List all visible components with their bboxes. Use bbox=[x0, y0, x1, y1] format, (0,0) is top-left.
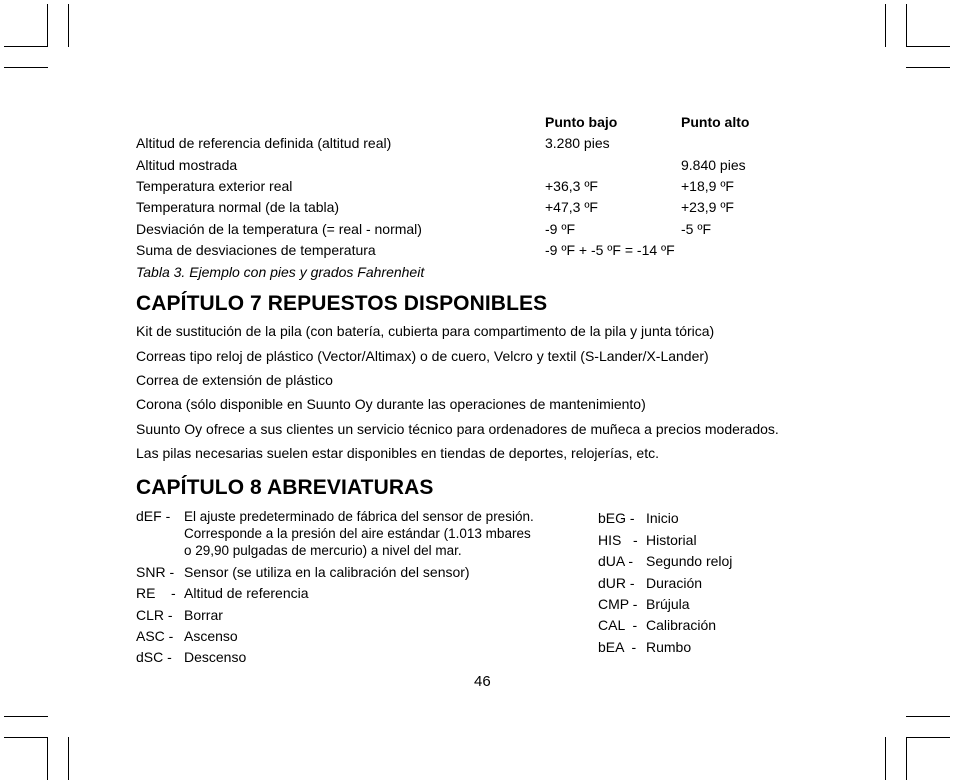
row-label: Desviación de la temperatura (= real - normal) bbox=[136, 221, 422, 237]
abbreviation-key: CAL - bbox=[598, 617, 638, 633]
row-high-value: +23,9 ºF bbox=[681, 199, 734, 215]
abbreviation-key: dEF - bbox=[136, 508, 171, 524]
abbreviation-key: dSC - bbox=[136, 649, 172, 665]
crop-mark bbox=[906, 4, 907, 47]
row-low-value: 3.280 pies bbox=[545, 135, 610, 151]
abbreviation-key: dUR - bbox=[598, 575, 635, 591]
crop-mark bbox=[885, 4, 886, 47]
abbreviation-key: CLR - bbox=[136, 607, 173, 623]
paragraph: Kit de sustitución de la pila (con batería, cubierta para compartimento de la pila y junta tórica) bbox=[136, 323, 715, 339]
abbreviation-desc: Sensor (se utiliza en la calibración del sensor) bbox=[184, 564, 470, 580]
crop-mark bbox=[47, 4, 48, 47]
abbreviation-desc: Inicio bbox=[646, 510, 679, 526]
crop-mark bbox=[68, 737, 69, 780]
abbreviation-desc: Duración bbox=[646, 575, 703, 591]
row-low-value: +36,3 ºF bbox=[545, 178, 598, 194]
row-low-value: -9 ºF + -5 ºF = -14 ºF bbox=[545, 242, 675, 258]
crop-mark bbox=[906, 716, 950, 717]
crop-mark bbox=[4, 67, 48, 68]
row-low-value: -9 ºF bbox=[545, 221, 576, 237]
abbreviation-key: HIS - bbox=[598, 532, 638, 548]
crop-mark bbox=[906, 67, 950, 68]
row-high-value: -5 ºF bbox=[681, 221, 712, 237]
abbreviation-key: dUA - bbox=[598, 553, 634, 569]
paragraph: Las pilas necesarias suelen estar disponibles en tiendas de deportes, relojerías, etc. bbox=[136, 445, 659, 461]
crop-mark bbox=[4, 716, 48, 717]
abbreviation-desc: Ascenso bbox=[184, 628, 238, 644]
abbreviation-desc: Brújula bbox=[646, 596, 690, 612]
abbreviation-desc: Borrar bbox=[184, 607, 223, 623]
paragraph: Correa de extensión de plástico bbox=[136, 372, 333, 388]
abbreviation-desc: Corresponde a la presión del aire estándar (1.013 mbares bbox=[184, 526, 531, 541]
abbreviation-desc: Descenso bbox=[184, 649, 247, 665]
crop-mark bbox=[906, 46, 950, 47]
table-caption: Tabla 3. Ejemplo con pies y grados Fahrenheit bbox=[136, 264, 425, 280]
paragraph: Corona (sólo disponible en Suunto Oy durante las operaciones de mantenimiento) bbox=[136, 396, 646, 412]
abbreviation-desc: El ajuste predeterminado de fábrica del sensor de presión. bbox=[184, 509, 534, 524]
abbreviation-key: ASC - bbox=[136, 628, 174, 644]
abbreviation-desc: Historial bbox=[646, 532, 697, 548]
abbreviation-key: bEG - bbox=[598, 510, 635, 526]
row-label: Altitud mostrada bbox=[136, 157, 238, 173]
chapter-7-title: CAPÍTULO 7 REPUESTOS DISPONIBLES bbox=[136, 292, 548, 315]
paragraph: Correas tipo reloj de plástico (Vector/Altimax) o de cuero, Velcro y textil (S-Lander/X-Lander) bbox=[136, 348, 709, 364]
abbreviation-key: RE - bbox=[136, 585, 176, 601]
abbreviation-desc: o 29,90 pulgadas de mercurio) a nivel del mar. bbox=[184, 543, 462, 558]
column-header-high: Punto alto bbox=[681, 114, 750, 130]
row-high-value: 9.840 pies bbox=[681, 157, 746, 173]
abbreviation-desc: Segundo reloj bbox=[646, 553, 733, 569]
abbreviation-desc: Calibración bbox=[646, 617, 717, 633]
row-high-value: +18,9 ºF bbox=[681, 178, 734, 194]
abbreviation-key: SNR - bbox=[136, 564, 175, 580]
abbreviation-key: CMP - bbox=[598, 596, 638, 612]
crop-mark bbox=[885, 737, 886, 780]
crop-mark bbox=[4, 737, 48, 738]
abbreviation-desc: Altitud de referencia bbox=[184, 585, 309, 601]
crop-mark bbox=[906, 737, 907, 780]
row-label: Temperatura exterior real bbox=[136, 178, 293, 194]
row-label: Altitud de referencia definida (altitud real) bbox=[136, 135, 392, 151]
chapter-8-title: CAPÍTULO 8 ABREVIATURAS bbox=[136, 476, 434, 499]
paragraph: Suunto Oy ofrece a sus clientes un servicio técnico para ordenadores de muñeca a precios moderados. bbox=[136, 421, 779, 437]
crop-mark bbox=[47, 737, 48, 780]
row-low-value: +47,3 ºF bbox=[545, 199, 598, 215]
abbreviation-key: bEA - bbox=[598, 639, 637, 655]
row-label: Suma de desviaciones de temperatura bbox=[136, 242, 376, 258]
crop-mark bbox=[906, 737, 950, 738]
crop-mark bbox=[68, 4, 69, 47]
row-label: Temperatura normal (de la tabla) bbox=[136, 199, 340, 215]
page-number: 46 bbox=[474, 673, 491, 690]
column-header-low: Punto bajo bbox=[545, 114, 618, 130]
abbreviation-desc: Rumbo bbox=[646, 639, 692, 655]
crop-mark bbox=[4, 46, 48, 47]
